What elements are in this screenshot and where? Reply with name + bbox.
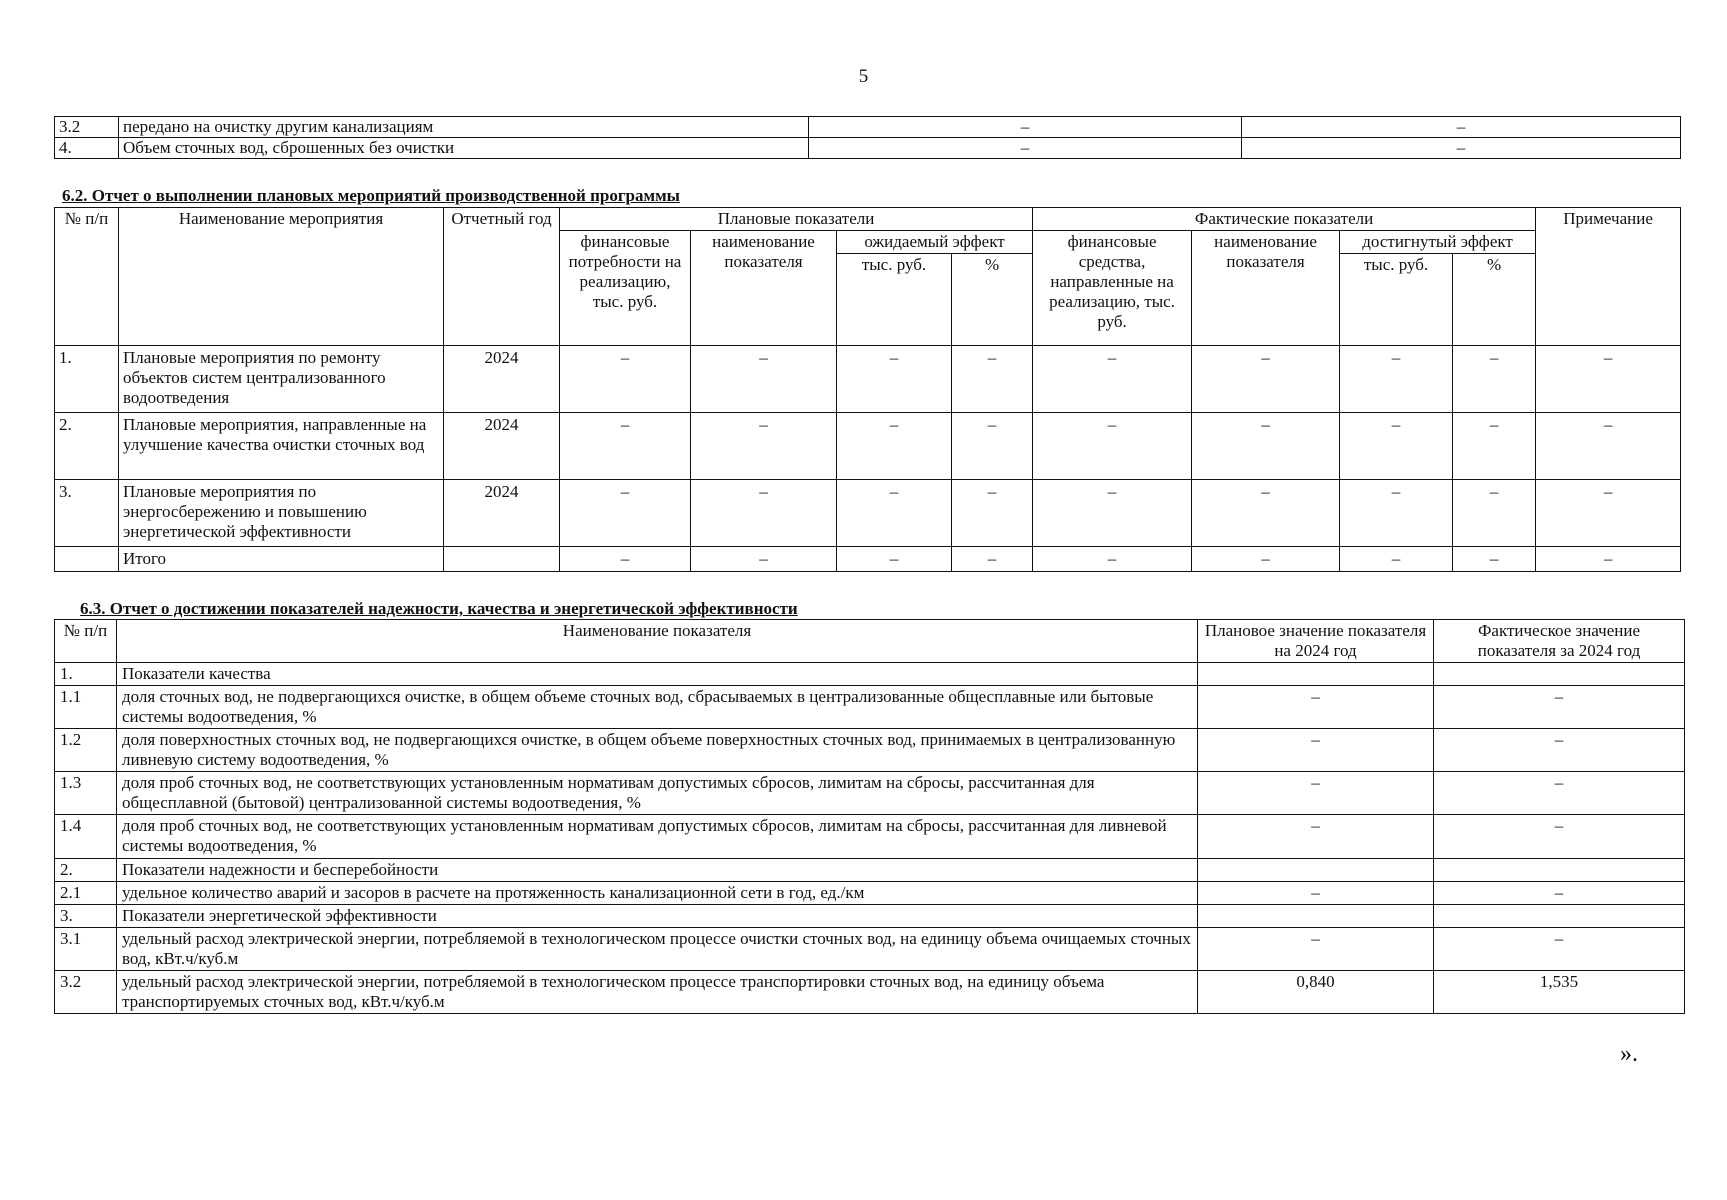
row-value: – <box>1242 138 1681 159</box>
row-value: – <box>1033 480 1192 547</box>
row-value: – <box>1453 480 1536 547</box>
row-value: – <box>691 480 837 547</box>
row-value: – <box>837 346 952 413</box>
row-number: 4. <box>55 138 119 159</box>
table-row <box>55 970 1685 1013</box>
row-value: – <box>1340 547 1453 572</box>
indicator-name: доля сточных вод, не подвергающихся очистке, в общем объеме сточных вод, сбрасываемых в централизованные общесплавные или бытовые системы водоотведения, % <box>117 686 1198 729</box>
table-row <box>55 413 1681 480</box>
row-value: – <box>809 117 1242 138</box>
row-name: Объем сточных вод, сброшенных без очистки <box>119 138 809 159</box>
row-value: – <box>1453 413 1536 480</box>
plan-value: – <box>1198 686 1434 729</box>
row-value: – <box>691 346 837 413</box>
plan-value: – <box>1198 772 1434 815</box>
row-name: передано на очистку другим канализациям <box>119 117 809 138</box>
report-year: 2024 <box>444 480 560 547</box>
col-fact-header: Фактическое значение показателя за 2024 год <box>1434 620 1685 663</box>
row-number: 1. <box>55 663 117 686</box>
col-name-header: Наименование показателя <box>117 620 1198 663</box>
report-year: 2024 <box>444 413 560 480</box>
continuation-table <box>54 116 1681 159</box>
fact-value: – <box>1434 729 1685 772</box>
row-value: – <box>1033 547 1192 572</box>
planned-indicators-header: Плановые показатели <box>560 208 1033 231</box>
col-year-header: Отчетный год <box>444 208 560 346</box>
row-number <box>55 547 119 572</box>
plan-fin-header: финансовые потребности на реализацию, тыс. руб. <box>560 231 691 346</box>
col-num-header: № п/п <box>55 208 119 346</box>
row-value: – <box>1453 547 1536 572</box>
actual-indicators-header: Фактические показатели <box>1033 208 1536 231</box>
planned-measures-table <box>54 207 1681 572</box>
fact-value <box>1434 663 1685 686</box>
row-value: – <box>837 413 952 480</box>
table-row <box>55 686 1685 729</box>
row-number: 3. <box>55 904 117 927</box>
indicator-name: доля проб сточных вод, не соответствующих установленным нормативам допустимых сбросов, лимитам на сбросы, рассчитанная для общесплавной (бытовой) централизованной системы водоотведения, % <box>117 772 1198 815</box>
indicators-table <box>54 619 1685 1014</box>
measure-name: Плановые мероприятия по энергосбережению и повышению энергетической эффективности <box>119 480 444 547</box>
table-row <box>55 729 1685 772</box>
table-row <box>55 663 1685 686</box>
fact-value: 1,535 <box>1434 970 1685 1013</box>
table-row <box>55 881 1685 904</box>
row-value: – <box>1033 413 1192 480</box>
plan-value: – <box>1198 927 1434 970</box>
row-value: – <box>560 547 691 572</box>
row-value: – <box>560 413 691 480</box>
row-number: 2.1 <box>55 881 117 904</box>
measure-name: Плановые мероприятия по ремонту объектов систем централизованного водоотведения <box>119 346 444 413</box>
table-row <box>55 927 1685 970</box>
plan-effect-header: ожидаемый эффект <box>837 231 1033 254</box>
col-num-header: № п/п <box>55 620 117 663</box>
row-number: 3.1 <box>55 927 117 970</box>
plan-indicator-header: наименование показателя <box>691 231 837 346</box>
row-value: – <box>1536 413 1681 480</box>
plan-value <box>1198 858 1434 881</box>
plan-value: 0,840 <box>1198 970 1434 1013</box>
report-year: 2024 <box>444 346 560 413</box>
row-value: – <box>952 547 1033 572</box>
row-value: – <box>1242 117 1681 138</box>
total-label: Итого <box>119 547 444 572</box>
fact-indicator-header: наименование показателя <box>1192 231 1340 346</box>
fact-value: – <box>1434 772 1685 815</box>
indicator-name: удельный расход электрической энергии, потребляемой в технологическом процессе очистки сточных вод, на единицу объема очищаемых сточных вод, кВт.ч/куб.м <box>117 927 1198 970</box>
indicator-name: Показатели качества <box>117 663 1198 686</box>
row-value: – <box>1340 480 1453 547</box>
fact-value <box>1434 904 1685 927</box>
row-value: – <box>1192 346 1340 413</box>
row-value: – <box>1536 480 1681 547</box>
row-number: 3. <box>55 480 119 547</box>
table-row <box>55 117 1681 138</box>
row-value: – <box>560 480 691 547</box>
row-value: – <box>691 547 837 572</box>
plan-value: – <box>1198 815 1434 858</box>
row-value: – <box>691 413 837 480</box>
plan-value: – <box>1198 729 1434 772</box>
row-value: – <box>1033 346 1192 413</box>
indicator-name: доля поверхностных сточных вод, не подвергающихся очистке, в общем объеме поверхностных сточных вод, принимаемых в централизованную ливневую систему водоотведения, % <box>117 729 1198 772</box>
table-row <box>55 772 1685 815</box>
row-number: 3.2 <box>55 970 117 1013</box>
row-number: 1.4 <box>55 815 117 858</box>
section-62-title: 6.2. Отчет о выполнении плановых мероприятий производственной программы <box>62 186 680 205</box>
row-number: 2. <box>55 858 117 881</box>
closing-quote-mark: ». <box>1620 1041 1638 1067</box>
fact-rub-header: тыс. руб. <box>1340 254 1453 346</box>
row-value: – <box>952 346 1033 413</box>
table-row <box>55 138 1681 159</box>
row-value: – <box>1192 547 1340 572</box>
row-number: 1.1 <box>55 686 117 729</box>
measure-name: Плановые мероприятия, направленные на улучшение качества очистки сточных вод <box>119 413 444 480</box>
row-value: – <box>837 547 952 572</box>
row-value: – <box>1536 346 1681 413</box>
indicator-name: Показатели энергетической эффективности <box>117 904 1198 927</box>
row-value: – <box>1192 480 1340 547</box>
row-value: – <box>560 346 691 413</box>
fact-value: – <box>1434 927 1685 970</box>
indicator-name: удельное количество аварий и засоров в расчете на протяженность канализационной сети в год, ед./км <box>117 881 1198 904</box>
report-year <box>444 547 560 572</box>
section-63-title: 6.3. Отчет о достижении показателей надежности, качества и энергетической эффективности <box>80 599 798 618</box>
plan-value <box>1198 663 1434 686</box>
row-value: – <box>952 413 1033 480</box>
page-number: 5 <box>858 66 869 87</box>
row-number: 1.2 <box>55 729 117 772</box>
plan-value: – <box>1198 881 1434 904</box>
indicator-name: удельный расход электрической энергии, потребляемой в технологическом процессе транспортировки сточных вод, на единицу объема транспортируемых сточных вод, кВт.ч/куб.м <box>117 970 1198 1013</box>
row-value: – <box>1536 547 1681 572</box>
table-row <box>55 346 1681 413</box>
plan-pct-header: % <box>952 254 1033 346</box>
fact-value <box>1434 858 1685 881</box>
table-row <box>55 904 1685 927</box>
indicator-name: доля проб сточных вод, не соответствующих установленным нормативам допустимых сбросов, лимитам на сбросы, рассчитанная для ливневой системы водоотведения, % <box>117 815 1198 858</box>
fact-effect-header: достигнутый эффект <box>1340 231 1536 254</box>
plan-rub-header: тыс. руб. <box>837 254 952 346</box>
row-value: – <box>1192 413 1340 480</box>
table-row <box>55 815 1685 858</box>
fact-value: – <box>1434 686 1685 729</box>
row-value: – <box>809 138 1242 159</box>
col-name-header: Наименование мероприятия <box>119 208 444 346</box>
total-row <box>55 547 1681 572</box>
row-value: – <box>837 480 952 547</box>
fact-value: – <box>1434 815 1685 858</box>
table-row <box>55 858 1685 881</box>
table-row <box>55 480 1681 547</box>
col-note-header: Примечание <box>1536 208 1681 346</box>
row-value: – <box>1340 346 1453 413</box>
col-plan-header: Плановое значение показателя на 2024 год <box>1198 620 1434 663</box>
row-number: 1. <box>55 346 119 413</box>
row-number: 3.2 <box>55 117 119 138</box>
row-number: 1.3 <box>55 772 117 815</box>
fact-value: – <box>1434 881 1685 904</box>
row-number: 2. <box>55 413 119 480</box>
fact-pct-header: % <box>1453 254 1536 346</box>
row-value: – <box>1453 346 1536 413</box>
plan-value <box>1198 904 1434 927</box>
row-value: – <box>1340 413 1453 480</box>
indicator-name: Показатели надежности и бесперебойности <box>117 858 1198 881</box>
fact-fin-header: финансовые средства, направленные на реализацию, тыс. руб. <box>1033 231 1192 346</box>
row-value: – <box>952 480 1033 547</box>
